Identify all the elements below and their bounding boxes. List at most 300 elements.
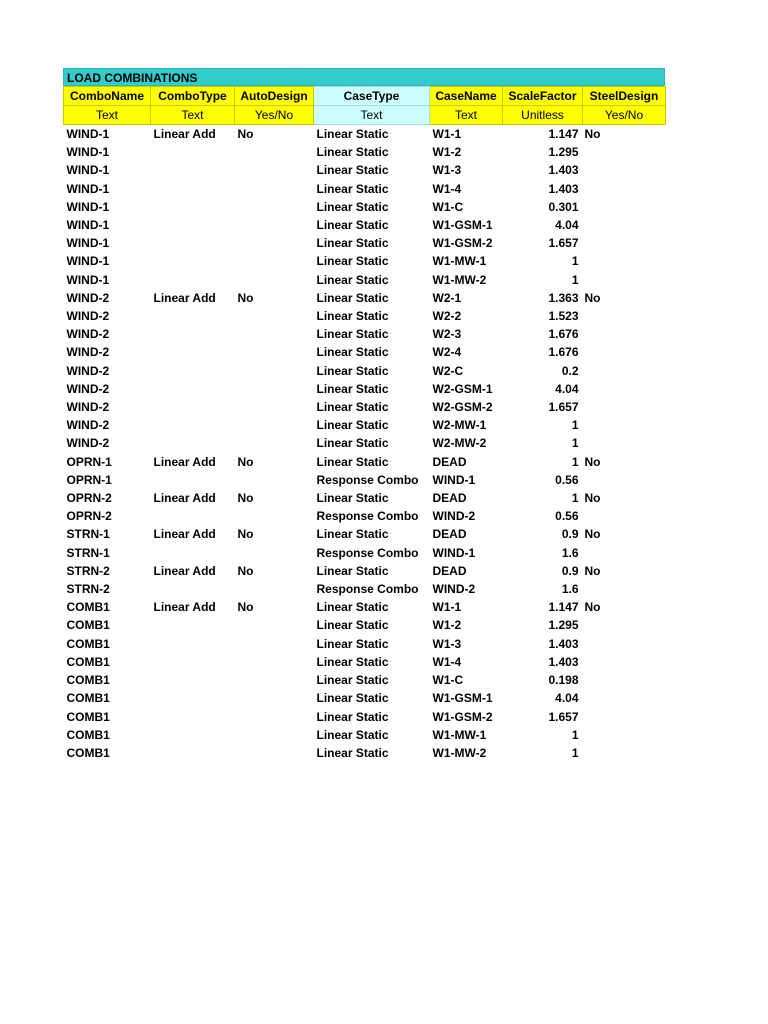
cell-casetype: Linear Static bbox=[316, 491, 389, 506]
cell-combotype bbox=[151, 307, 235, 325]
cell-casetype: Linear Static bbox=[316, 127, 389, 141]
cell-steeldesign: No bbox=[584, 454, 601, 469]
cell-autodesign bbox=[235, 416, 314, 434]
cell-scalefactor: 0.9 bbox=[561, 527, 579, 542]
cell-scalefactor: 1.403 bbox=[548, 163, 579, 178]
table-row bbox=[64, 507, 666, 525]
cell-steeldesign bbox=[583, 325, 666, 343]
cell-combotype bbox=[151, 161, 235, 179]
cell-steeldesign bbox=[583, 507, 666, 525]
cell-scalefactor: 4.04 bbox=[555, 218, 579, 233]
cell-casetype: Linear Static bbox=[316, 709, 389, 724]
cell-combotype bbox=[151, 234, 235, 252]
header-casetype: CaseType bbox=[314, 87, 430, 106]
cell-comboname: WIND-1 bbox=[66, 272, 110, 287]
cell-steeldesign: No bbox=[584, 290, 601, 305]
cell-autodesign: No bbox=[237, 127, 254, 141]
cell-comboname: STRN-2 bbox=[66, 582, 110, 597]
cell-casetype: Linear Static bbox=[316, 691, 389, 706]
cell-casename: W1-GSM-1 bbox=[432, 218, 493, 233]
table-row bbox=[64, 544, 666, 562]
cell-casename: DEAD bbox=[432, 563, 467, 578]
cell-comboname: WIND-2 bbox=[66, 436, 110, 451]
cell-scalefactor: 1.6 bbox=[561, 582, 579, 597]
cell-scalefactor: 1 bbox=[571, 418, 579, 433]
table-row bbox=[64, 343, 666, 361]
cell-casename: W2-MW-2 bbox=[432, 436, 487, 451]
cell-scalefactor: 1.295 bbox=[548, 145, 579, 160]
table-row bbox=[64, 726, 666, 744]
cell-steeldesign bbox=[583, 726, 666, 744]
cell-casename: W1-MW-1 bbox=[432, 727, 487, 742]
cell-casetype: Linear Static bbox=[316, 563, 389, 578]
cell-scalefactor: 1.523 bbox=[548, 309, 579, 324]
cell-comboname: OPRN-2 bbox=[66, 491, 112, 506]
cell-combotype bbox=[151, 180, 235, 198]
cell-combotype bbox=[151, 325, 235, 343]
cell-autodesign bbox=[235, 362, 314, 380]
unit-steeldesign: Yes/No bbox=[583, 106, 666, 125]
cell-casename: WIND-1 bbox=[432, 545, 476, 560]
header-combotype: ComboType bbox=[151, 87, 235, 106]
cell-steeldesign bbox=[583, 398, 666, 416]
header-comboname: ComboName bbox=[64, 87, 151, 106]
cell-comboname: WIND-1 bbox=[66, 218, 110, 233]
cell-scalefactor: 1.147 bbox=[548, 127, 579, 141]
cell-comboname: WIND-1 bbox=[66, 127, 110, 141]
unit-casename: Text bbox=[430, 106, 503, 125]
table-row bbox=[64, 289, 666, 307]
cell-autodesign: No bbox=[237, 491, 254, 506]
cell-casetype: Linear Static bbox=[316, 654, 389, 669]
table-row bbox=[64, 434, 666, 452]
cell-autodesign bbox=[235, 325, 314, 343]
cell-casetype: Linear Static bbox=[316, 309, 389, 324]
cell-autodesign bbox=[235, 180, 314, 198]
cell-scalefactor: 1.6 bbox=[561, 545, 579, 560]
cell-casetype: Linear Static bbox=[316, 218, 389, 233]
cell-combotype bbox=[151, 726, 235, 744]
cell-casetype: Linear Static bbox=[316, 145, 389, 160]
cell-combotype bbox=[151, 653, 235, 671]
cell-combotype bbox=[151, 198, 235, 216]
cell-scalefactor: 1.657 bbox=[548, 400, 579, 415]
load-combinations-table bbox=[63, 86, 666, 762]
cell-casename: W1-MW-1 bbox=[432, 254, 487, 269]
cell-comboname: COMB1 bbox=[66, 618, 110, 633]
cell-comboname: WIND-1 bbox=[66, 199, 110, 214]
cell-autodesign bbox=[235, 726, 314, 744]
cell-combotype bbox=[151, 616, 235, 634]
cell-casename: W2-GSM-2 bbox=[432, 400, 493, 415]
cell-scalefactor: 1.295 bbox=[548, 618, 579, 633]
cell-autodesign bbox=[235, 252, 314, 270]
cell-steeldesign bbox=[583, 471, 666, 489]
table-row bbox=[64, 125, 666, 144]
cell-casename: W1-C bbox=[432, 199, 464, 214]
cell-casetype: Linear Static bbox=[316, 272, 389, 287]
cell-casetype: Linear Static bbox=[316, 527, 389, 542]
cell-combotype bbox=[151, 380, 235, 398]
cell-combotype: Linear Add bbox=[153, 491, 216, 506]
cell-combotype: Linear Add bbox=[153, 290, 216, 305]
load-combinations-sheet bbox=[63, 68, 665, 762]
table-row bbox=[64, 198, 666, 216]
cell-casetype: Linear Static bbox=[316, 199, 389, 214]
cell-combotype bbox=[151, 744, 235, 762]
cell-comboname: WIND-2 bbox=[66, 290, 110, 305]
table-row bbox=[64, 598, 666, 616]
cell-casename: W1-1 bbox=[432, 127, 462, 141]
table-row bbox=[64, 362, 666, 380]
table-row bbox=[64, 398, 666, 416]
cell-steeldesign bbox=[583, 671, 666, 689]
cell-steeldesign bbox=[583, 362, 666, 380]
table-row bbox=[64, 234, 666, 252]
unit-casetype: Text bbox=[314, 106, 430, 125]
cell-autodesign bbox=[235, 161, 314, 179]
cell-comboname: WIND-2 bbox=[66, 345, 110, 360]
cell-combotype bbox=[151, 580, 235, 598]
cell-casename: W1-2 bbox=[432, 618, 462, 633]
cell-casename: W1-MW-2 bbox=[432, 745, 487, 760]
cell-casename: DEAD bbox=[432, 454, 467, 469]
cell-combotype: Linear Add bbox=[153, 127, 216, 141]
cell-combotype bbox=[151, 471, 235, 489]
cell-comboname: WIND-1 bbox=[66, 163, 110, 178]
cell-comboname: COMB1 bbox=[66, 600, 110, 615]
cell-autodesign bbox=[235, 307, 314, 325]
cell-comboname: OPRN-2 bbox=[66, 509, 112, 524]
cell-steeldesign bbox=[583, 635, 666, 653]
header-autodesign: AutoDesign bbox=[235, 87, 314, 106]
cell-casename: DEAD bbox=[432, 527, 467, 542]
cell-combotype bbox=[151, 689, 235, 707]
cell-casetype: Linear Static bbox=[316, 345, 389, 360]
cell-combotype bbox=[151, 362, 235, 380]
cell-scalefactor: 0.301 bbox=[548, 199, 579, 214]
cell-comboname: OPRN-1 bbox=[66, 454, 112, 469]
cell-combotype bbox=[151, 252, 235, 270]
cell-comboname: COMB1 bbox=[66, 673, 110, 688]
cell-casetype: Linear Static bbox=[316, 600, 389, 615]
cell-casetype: Linear Static bbox=[316, 745, 389, 760]
cell-comboname: WIND-2 bbox=[66, 418, 110, 433]
cell-combotype bbox=[151, 143, 235, 161]
cell-comboname: STRN-2 bbox=[66, 563, 110, 578]
cell-combotype bbox=[151, 398, 235, 416]
cell-autodesign bbox=[235, 671, 314, 689]
header-scalefactor: ScaleFactor bbox=[503, 87, 583, 106]
cell-autodesign bbox=[235, 689, 314, 707]
cell-comboname: WIND-2 bbox=[66, 381, 110, 396]
cell-scalefactor: 1 bbox=[571, 436, 579, 451]
table-row bbox=[64, 744, 666, 762]
cell-steeldesign bbox=[583, 380, 666, 398]
column-header-row bbox=[64, 87, 666, 106]
unit-scalefactor: Unitless bbox=[503, 106, 583, 125]
cell-steeldesign bbox=[583, 744, 666, 762]
cell-casetype: Response Combo bbox=[316, 582, 419, 597]
cell-steeldesign bbox=[583, 180, 666, 198]
cell-casetype: Response Combo bbox=[316, 509, 419, 524]
table-row bbox=[64, 143, 666, 161]
cell-casename: W2-1 bbox=[432, 290, 462, 305]
cell-combotype bbox=[151, 271, 235, 289]
table-row bbox=[64, 216, 666, 234]
cell-scalefactor: 0.9 bbox=[561, 563, 579, 578]
cell-steeldesign bbox=[583, 708, 666, 726]
cell-casename: W1-GSM-1 bbox=[432, 691, 493, 706]
cell-comboname: WIND-1 bbox=[66, 236, 110, 251]
cell-combotype: Linear Add bbox=[153, 454, 216, 469]
cell-autodesign: No bbox=[237, 563, 254, 578]
table-row bbox=[64, 635, 666, 653]
cell-casename: W1-4 bbox=[432, 181, 462, 196]
cell-casetype: Response Combo bbox=[316, 545, 419, 560]
table-row bbox=[64, 562, 666, 580]
cell-comboname: STRN-1 bbox=[66, 527, 110, 542]
cell-casename: WIND-1 bbox=[432, 472, 476, 487]
cell-autodesign bbox=[235, 653, 314, 671]
cell-autodesign bbox=[235, 708, 314, 726]
cell-autodesign bbox=[235, 198, 314, 216]
cell-autodesign bbox=[235, 434, 314, 452]
cell-casetype: Linear Static bbox=[316, 254, 389, 269]
cell-casetype: Linear Static bbox=[316, 436, 389, 451]
table-row bbox=[64, 525, 666, 543]
cell-steeldesign bbox=[583, 653, 666, 671]
cell-combotype: Linear Add bbox=[153, 563, 216, 578]
cell-casename: WIND-2 bbox=[432, 582, 476, 597]
cell-combotype bbox=[151, 635, 235, 653]
cell-steeldesign: No bbox=[584, 600, 601, 615]
cell-casetype: Linear Static bbox=[316, 290, 389, 305]
cell-steeldesign bbox=[583, 307, 666, 325]
cell-steeldesign bbox=[583, 616, 666, 634]
cell-casetype: Linear Static bbox=[316, 363, 389, 378]
cell-autodesign bbox=[235, 471, 314, 489]
unit-comboname: Text bbox=[64, 106, 151, 125]
cell-autodesign: No bbox=[237, 600, 254, 615]
cell-steeldesign bbox=[583, 434, 666, 452]
cell-autodesign bbox=[235, 616, 314, 634]
cell-autodesign bbox=[235, 507, 314, 525]
table-row bbox=[64, 307, 666, 325]
cell-autodesign bbox=[235, 216, 314, 234]
cell-steeldesign bbox=[583, 580, 666, 598]
cell-scalefactor: 1 bbox=[571, 491, 579, 506]
cell-scalefactor: 1 bbox=[571, 454, 579, 469]
cell-comboname: OPRN-1 bbox=[66, 472, 112, 487]
cell-casename: W2-MW-1 bbox=[432, 418, 487, 433]
cell-comboname: COMB1 bbox=[66, 709, 110, 724]
unit-combotype: Text bbox=[151, 106, 235, 125]
cell-casename: W1-GSM-2 bbox=[432, 709, 493, 724]
cell-casetype: Linear Static bbox=[316, 618, 389, 633]
cell-combotype bbox=[151, 343, 235, 361]
cell-autodesign bbox=[235, 234, 314, 252]
cell-steeldesign: No bbox=[584, 527, 601, 542]
cell-steeldesign: No bbox=[584, 491, 601, 506]
table-row bbox=[64, 489, 666, 507]
table-row bbox=[64, 416, 666, 434]
cell-steeldesign bbox=[583, 198, 666, 216]
cell-casename: W2-3 bbox=[432, 327, 462, 342]
cell-scalefactor: 1.657 bbox=[548, 236, 579, 251]
cell-casetype: Linear Static bbox=[316, 636, 389, 651]
unit-autodesign: Yes/No bbox=[235, 106, 314, 125]
cell-casetype: Linear Static bbox=[316, 418, 389, 433]
cell-comboname: WIND-2 bbox=[66, 363, 110, 378]
cell-combotype bbox=[151, 671, 235, 689]
cell-steeldesign bbox=[583, 143, 666, 161]
cell-autodesign bbox=[235, 635, 314, 653]
cell-combotype bbox=[151, 544, 235, 562]
cell-comboname: WIND-1 bbox=[66, 254, 110, 269]
cell-combotype bbox=[151, 507, 235, 525]
cell-comboname: WIND-1 bbox=[66, 181, 110, 196]
cell-casename: W2-2 bbox=[432, 309, 462, 324]
table-row bbox=[64, 453, 666, 471]
sheet-title: LOAD COMBINATIONS bbox=[63, 68, 665, 86]
cell-comboname: WIND-2 bbox=[66, 309, 110, 324]
cell-comboname: COMB1 bbox=[66, 727, 110, 742]
cell-steeldesign bbox=[583, 161, 666, 179]
cell-combotype bbox=[151, 708, 235, 726]
cell-autodesign: No bbox=[237, 527, 254, 542]
cell-comboname: COMB1 bbox=[66, 691, 110, 706]
cell-scalefactor: 1.657 bbox=[548, 709, 579, 724]
cell-autodesign: No bbox=[237, 454, 254, 469]
cell-casetype: Linear Static bbox=[316, 673, 389, 688]
cell-scalefactor: 0.2 bbox=[561, 363, 579, 378]
cell-autodesign bbox=[235, 744, 314, 762]
cell-comboname: WIND-1 bbox=[66, 145, 110, 160]
table-row bbox=[64, 471, 666, 489]
cell-combotype bbox=[151, 434, 235, 452]
table-row bbox=[64, 616, 666, 634]
cell-scalefactor: 4.04 bbox=[555, 691, 579, 706]
cell-casename: W1-3 bbox=[432, 163, 462, 178]
table-body bbox=[64, 125, 666, 763]
cell-combotype bbox=[151, 416, 235, 434]
cell-autodesign bbox=[235, 398, 314, 416]
cell-autodesign: No bbox=[237, 290, 254, 305]
cell-casename: W1-GSM-2 bbox=[432, 236, 493, 251]
cell-scalefactor: 1.676 bbox=[548, 327, 579, 342]
cell-steeldesign bbox=[583, 343, 666, 361]
cell-steeldesign bbox=[583, 416, 666, 434]
cell-casename: W2-GSM-1 bbox=[432, 381, 493, 396]
cell-scalefactor: 1.147 bbox=[548, 600, 579, 615]
cell-combotype bbox=[151, 216, 235, 234]
cell-steeldesign: No bbox=[584, 563, 601, 578]
table-row bbox=[64, 380, 666, 398]
cell-scalefactor: 1 bbox=[571, 727, 579, 742]
table-row bbox=[64, 671, 666, 689]
cell-scalefactor: 1 bbox=[571, 272, 579, 287]
cell-scalefactor: 1.403 bbox=[548, 181, 579, 196]
cell-casetype: Linear Static bbox=[316, 400, 389, 415]
cell-autodesign bbox=[235, 271, 314, 289]
cell-autodesign bbox=[235, 580, 314, 598]
cell-comboname: COMB1 bbox=[66, 636, 110, 651]
table-row bbox=[64, 271, 666, 289]
cell-steeldesign: No bbox=[584, 127, 601, 141]
table-row bbox=[64, 252, 666, 270]
cell-casename: DEAD bbox=[432, 491, 467, 506]
cell-scalefactor: 0.198 bbox=[548, 673, 579, 688]
table-row bbox=[64, 161, 666, 179]
cell-casename: W1-2 bbox=[432, 145, 462, 160]
cell-scalefactor: 1.403 bbox=[548, 654, 579, 669]
table-row bbox=[64, 708, 666, 726]
header-steeldesign: SteelDesign bbox=[583, 87, 666, 106]
cell-scalefactor: 1 bbox=[571, 254, 579, 269]
table-row bbox=[64, 689, 666, 707]
cell-casename: W2-4 bbox=[432, 345, 462, 360]
cell-scalefactor: 1.676 bbox=[548, 345, 579, 360]
cell-casetype: Linear Static bbox=[316, 454, 389, 469]
cell-comboname: WIND-2 bbox=[66, 327, 110, 342]
cell-autodesign bbox=[235, 544, 314, 562]
cell-casetype: Linear Static bbox=[316, 727, 389, 742]
table-row bbox=[64, 580, 666, 598]
cell-casename: W1-4 bbox=[432, 654, 462, 669]
cell-scalefactor: 0.56 bbox=[555, 509, 579, 524]
cell-casetype: Linear Static bbox=[316, 236, 389, 251]
cell-casename: W1-C bbox=[432, 673, 464, 688]
cell-comboname: COMB1 bbox=[66, 654, 110, 669]
cell-comboname: COMB1 bbox=[66, 745, 110, 760]
cell-comboname: WIND-2 bbox=[66, 400, 110, 415]
cell-steeldesign bbox=[583, 216, 666, 234]
table-row bbox=[64, 180, 666, 198]
cell-steeldesign bbox=[583, 544, 666, 562]
cell-casename: WIND-2 bbox=[432, 509, 476, 524]
cell-casename: W1-3 bbox=[432, 636, 462, 651]
cell-autodesign bbox=[235, 343, 314, 361]
table-row bbox=[64, 325, 666, 343]
cell-casename: W1-MW-2 bbox=[432, 272, 487, 287]
cell-steeldesign bbox=[583, 271, 666, 289]
cell-casetype: Response Combo bbox=[316, 472, 419, 487]
cell-combotype: Linear Add bbox=[153, 600, 216, 615]
cell-casename: W1-1 bbox=[432, 600, 462, 615]
cell-autodesign bbox=[235, 143, 314, 161]
units-row bbox=[64, 106, 666, 125]
cell-steeldesign bbox=[583, 252, 666, 270]
cell-scalefactor: 1.403 bbox=[548, 636, 579, 651]
table-row bbox=[64, 653, 666, 671]
cell-scalefactor: 1.363 bbox=[548, 290, 579, 305]
header-casename: CaseName bbox=[430, 87, 503, 106]
cell-steeldesign bbox=[583, 234, 666, 252]
cell-scalefactor: 0.56 bbox=[555, 472, 579, 487]
cell-casename: W2-C bbox=[432, 363, 464, 378]
cell-casetype: Linear Static bbox=[316, 163, 389, 178]
cell-scalefactor: 4.04 bbox=[555, 381, 579, 396]
cell-casetype: Linear Static bbox=[316, 181, 389, 196]
cell-casetype: Linear Static bbox=[316, 381, 389, 396]
cell-comboname: STRN-1 bbox=[66, 545, 110, 560]
cell-scalefactor: 1 bbox=[571, 745, 579, 760]
cell-autodesign bbox=[235, 380, 314, 398]
cell-combotype: Linear Add bbox=[153, 527, 216, 542]
cell-steeldesign bbox=[583, 689, 666, 707]
cell-casetype: Linear Static bbox=[316, 327, 389, 342]
